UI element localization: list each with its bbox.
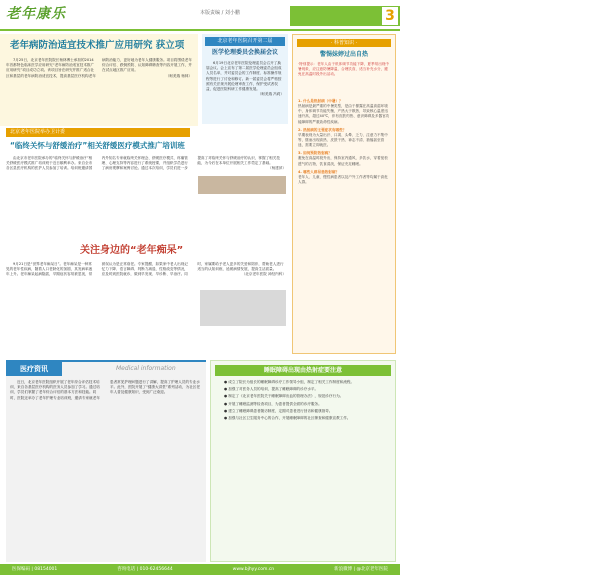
lead-article: [0, 34, 198, 126]
ethics-text: 6月19日北京老年医院伦理委员会召开了换届会议。会上宣布了第二届医学伦理委员会组成人员名单，并对委员会的工作制度、标准操作规程等进行了讨论和修订。新一届委员会将严格按照有关法规开展伦理审查工作，保护受试者权益，促进医院科研工作健康发展。: [206, 61, 282, 92]
training-title: “临终关怀与舒缓治疗”相关舒缓医疗模式推广培训班: [10, 141, 185, 150]
dementia-text: 9月21日是“世界老年痴呆日”。老年痴呆是一种常见的老年性疾病，随着人口老龄化的加剧，其发病率逐年上升。老年痴呆起病隐匿，早期症状容易被忽视，常被误认为是正常衰老。专家提醒，如果家中老人出现记忆力下降、语言障碍、判断力减退、性格改变等情况，应及时到医院就诊，做到早发现、早诊断、早治疗。同时，家属要给予老人更多的关爱和陪伴，帮助老人进行适当的认知训练，延缓病情发展，提高生活质量。: [6, 262, 284, 277]
training-text: 由北京市老年医院承办的“临终关怀与舒缓治疗”相关舒缓医疗模式推广培训班于近日顺利举办。来自全市各区县医疗机构的医护人员参加了培训。培训班邀请国内外知名专家就临终关怀理念、舒缓医疗模式、疼痛管理、心理支持等内容进行了系统授课，并组织学员进行了病房观摩和案例讨论。通过本次培训，学员们进一步提高了对临终关怀与舒缓治疗的认识，掌握了相关技能，为今后在本单位开展相关工作奠定了基础。: [6, 156, 280, 171]
training-banner: 北京老年医院举办卫计委: [6, 128, 190, 137]
sleep-body: [211, 380, 395, 560]
page-footer: [0, 564, 400, 575]
sleep-item: ● 成立了院长为组长的睡眠障碍诊疗工作领导小组，制定了相关工作制度和流程。: [224, 380, 355, 384]
sidebar-answer-4: 老年人、儿童、慢性病患者以及户外工作者等均属于高危人群。: [298, 174, 388, 185]
dementia-photo: [200, 290, 286, 326]
sidebar-question-2: 2. 热射病的主要症状有哪些？: [298, 127, 347, 132]
lead-title: 老年病防治适宜技术推广应用研究 获立项: [10, 40, 185, 51]
sidebar-answer-1: 热射病是最严重的中暑类型，是由于暴露在高温高湿环境中，身体调节功能失衡，产热大于散热，导致核心温度迅速升高，超过40℃，伴有皮肤灼热、意识障碍及多器官功能障碍的严重致命性疾病。: [298, 104, 390, 124]
lead-body: [6, 58, 192, 120]
sidebar-question-4: 4. 哪些人群易患热射病？: [298, 169, 340, 174]
sleep-item: ● 开展了睡眠监测等检查项目，为患者提供全面的诊疗服务。: [224, 401, 322, 406]
footer-weibo: 新浪微博 | @北京老年医院: [334, 567, 388, 572]
footer-website[interactable]: www.bjhyy.com.cn: [232, 567, 275, 572]
masthead-logo: 老年康乐: [6, 6, 66, 22]
dementia-title: 关注身边的“老年痴呆”: [80, 245, 184, 256]
medical-brief: [6, 360, 206, 562]
section-title: 医学·科普: [590, 11, 598, 68]
sleep-item: ● 制定了《北京老年医院关于睡眠障碍出血的管理办法》，规范诊疗行为。: [224, 394, 344, 399]
brief-body: [10, 380, 202, 560]
sidebar-answer-3: 避免在高温时段外出，保持室内通风，多饮水，穿着宽松透气的衣物，饮食清淡，保证充足睡眠。: [298, 156, 388, 166]
footer-insurance: 医保编码 | 08154001: [12, 567, 58, 572]
page-number: 3: [382, 7, 398, 25]
sleep-item: ● 加强与社区卫生服务中心的合作，开展睡眠障碍的社区筛查和健康宣教工作。: [224, 416, 351, 421]
sleep-article: [210, 360, 396, 562]
sleep-item: ● 加强了对医务人员的培训，提高了睡眠障碍的诊疗水平。: [224, 387, 319, 392]
training-body: [6, 156, 286, 236]
brief-text: 近日，北京老年医院组织开展了老年综合评估技术培训，来自各基层医疗机构的医务人员参加了学习。通过培训，学员们掌握了老年综合评估的基本方法和技能。同时，医院还举办了老年护理专业培训班，邀请专家就老年患者常见护理问题进行了讲解，提高了护理人员的专业水平。此外，医院开展了“健康大讲堂”系列活动，为社区老年人普及健康知识，受到广泛欢迎。: [10, 380, 200, 400]
sidebar-question-3: 3. 如何预防热射病？: [298, 151, 332, 156]
sidebar-question-1: 1. 什么是热射病（中暑）？: [298, 99, 343, 103]
training-author: （杨建萍）: [268, 166, 286, 171]
brief-heading: 医疗资讯: [6, 362, 62, 376]
lead-author: （柯美瑞 杨林）: [165, 73, 192, 78]
sidebar-heading: · 科普知识 ·: [297, 39, 391, 47]
science-sidebar: [292, 34, 396, 354]
header-rule: [0, 29, 400, 31]
editor-meta: 本版责编 / 刘小鹏: [200, 10, 240, 16]
ethics-tag: 北京老年医院召开第二届: [205, 37, 285, 46]
dementia-author: （北京老年医院 神经内科）: [241, 272, 286, 277]
sidebar-answer-2: 早期表现为大量出汗、口渴、头晕、乏力、注意力不集中等，继而出现高热、皮肤干热、神志不清、抽搐甚至昏迷，需要立即就医。: [298, 132, 388, 148]
training-photo: [198, 176, 286, 194]
sleep-heading: 睡眠障碍出现由热射症要注意: [215, 365, 391, 376]
brief-heading-en: Medical information: [116, 365, 176, 372]
ethics-title: 医学伦理委员会换届会议: [211, 49, 278, 56]
sidebar-intro: ·特别提示：老年人由于机体调节功能下降，夏季易出现中暑现象，应注意防暑降温，合理饮食，适当补充水分，避免在高温时段外出活动。: [298, 62, 389, 77]
ethics-body: [202, 59, 288, 121]
sleep-item: ● 建立了睡眠障碍患者随访制度，定期对患者进行回访和健康指导。: [224, 408, 333, 413]
ethics-article: [202, 34, 288, 124]
sidebar-title: 警惕妹婷过出自热: [319, 51, 368, 58]
ethics-author: （柯美瑞 冯莉）: [257, 92, 284, 97]
lead-text: 7月25日，北京老年医院院长杨林博士承担的2014年首都特色临床医学应用研究“老年病防治适宜技术推广应用研究”项目成功立项。该项目旨在研究并推广适合社区和基层的老年病防治适宜技术，提高基层医疗机构老年病防治能力，更好地为老年人健康服务。项目将围绕老年综合评估、跌倒预防、认知障碍筛查等内容开展工作，并在试点地区推广应用。: [6, 58, 192, 78]
footer-phone: 咨询电话 | 010-62456644: [117, 567, 173, 572]
